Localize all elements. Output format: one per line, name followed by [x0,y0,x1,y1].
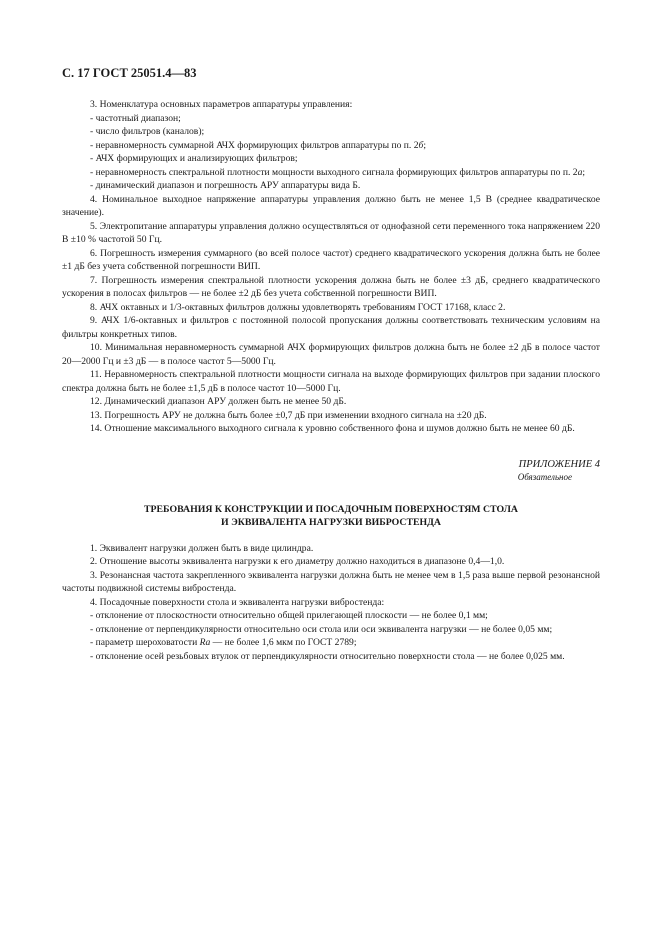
section-control-equipment [62,98,600,436]
page-header: С. 17 ГОСТ 25051.4—83 [62,66,197,80]
roughness-symbol: Ra [199,637,211,648]
paragraph-8: 8. АЧХ октавных и 1/3-октавных фильтров должны удовлетворять требованиям ГОСТ 17168, класс 2. [90,301,506,313]
paragraph-1: 1. Эквивалент нагрузки должен быть в виде цилиндра. [90,542,314,554]
annex-heading [62,503,600,529]
list-item: - отклонение осей резьбовых втулок от перпендикулярности относительно поверхности стола — не более 0,025 мм. [90,650,565,662]
clause-ref: а [577,166,583,178]
list-item [62,166,600,180]
annex-title: ПРИЛОЖЕНИЕ 4 [518,458,600,470]
paragraph-12: 12. Динамический диапазон АРУ должен быть не менее 50 дБ. [90,396,347,407]
paragraph-10: 10. Минимальная неравномерность суммарной АЧХ формирующих фильтров должна быть не более ±2 дБ в полосе частот 20—2000 Гц и ±3 дБ — в полосе частот 5—5000 Гц. [62,342,600,367]
list-item [62,139,600,153]
paragraph-4-intro: 4. Посадочные поверхности стола и эквивалента нагрузки вибростенда: [90,596,385,608]
document-page [62,66,600,663]
list-item-text: - неравномерность спектральной плотности мощности выходного сигнала формирующих фильтров аппаратуры по п. 2 [90,166,578,178]
section-table-requirements [62,542,600,664]
list-item-end: ; [582,166,586,178]
list-item: - отклонение от плоскостности относительно общей прилегающей плоскости — не более 0,1 мм; [90,610,488,621]
paragraph-4: 4. Номинальное выходное напряжение аппаратуры управления должно быть не менее 1,5 В (среднее квадратическое значение). [62,193,600,218]
paragraph-5: 5. Электропитание аппаратуры управления должно осуществляться от однофазной сети переменного тока напряжением 220 В ±10 % частотой 50 Гц. [62,220,600,245]
paragraph-3: 3. Резонансная частота закрепленного эквивалента нагрузки должна быть не менее чем в 1,5 раза выше первой резонансной частоты подвижной системы вибростенда. [62,569,600,594]
paragraph-13: 13. Погрешность АРУ не должна быть более ±0,7 дБ при изменении входного сигнала на ±20 дБ. [90,409,487,421]
list-item-text: - параметр шероховатости [90,637,200,648]
paragraph-11: 11. Неравномерность спектральной плотности мощности сигнала на выходе формирующих фильтров при задании плоского спектра должна быть не более ±1,5 дБ в полосе частот 10—5000 Гц. [62,369,600,394]
list-item: - отклонение от перпендикулярности относительно оси стола или оси эквивалента нагрузки — не более 0,05 мм; [90,623,553,635]
list-item-text: — не более 1,6 мкм по ГОСТ 2789; [210,637,357,648]
clause-ref: б [418,139,424,151]
annex-heading-line: ТРЕБОВАНИЯ К КОНСТРУКЦИИ И ПОСАДОЧНЫМ ПОВЕРХНОСТЯМ СТОЛА [144,503,518,515]
annex-label [62,458,600,483]
list-item: - частотный диапазон; [90,112,181,124]
paragraph-6: 6. Погрешность измерения суммарного (во всей полосе частот) среднего квадратического ускорения должна быть не более ±1 дБ без учета собственной погрешности ВИП. [62,247,600,272]
annex-heading-line: И ЭКВИВАЛЕНТА НАГРУЗКИ ВИБРОСТЕНДА [221,516,441,528]
list-item: - динамический диапазон и погрешность АРУ аппаратуры вида Б. [90,180,361,191]
paragraph-14: 14. Отношение максимального выходного сигнала к уровню собственного фона и шумов должно быть не менее 60 дБ. [90,423,575,434]
list-item-end: ; [423,139,426,151]
paragraph-2: 2. Отношение высоты эквивалента нагрузки к его диаметру должно находиться в диапазоне 0,4—1,0. [90,556,505,567]
paragraph-3-intro: 3. Номенклатура основных параметров аппаратуры управления: [90,99,353,110]
annex-status: Обязательное [517,471,572,482]
list-item: - число фильтров (каналов); [90,126,205,137]
list-item: - АЧХ формирующих и анализирующих фильтров; [90,153,298,164]
list-item-text: - неравномерность суммарной АЧХ формирующих фильтров аппаратуры по п. 2 [90,139,419,151]
paragraph-7: 7. Погрешность измерения спектральной плотности ускорения должна быть не более ±3 дБ, среднего квадратического ускорения в полосах фильтров — не более ±2 дБ без учета собственной погрешности ВИП. [62,274,600,299]
paragraph-9: 9. АЧХ 1/6-октавных и фильтров с постоянной полосой пропускания должны соответствовать техническим условиям на фильтры конкретных типов. [62,315,600,340]
list-item [62,636,600,650]
